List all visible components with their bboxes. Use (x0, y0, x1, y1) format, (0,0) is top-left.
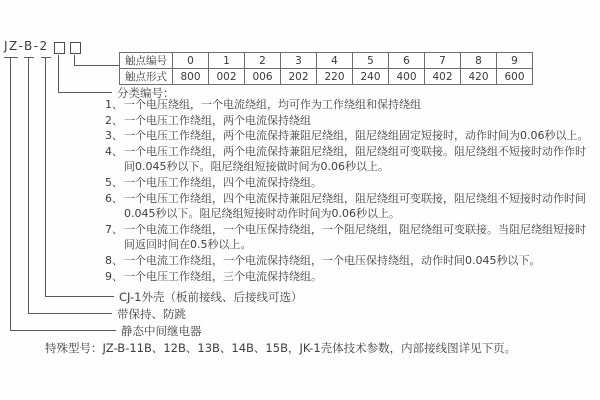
underline-2 (41, 57, 51, 58)
contact-form-cell: 240 (353, 69, 389, 85)
connector-contact-table (74, 65, 119, 66)
contact-form-table (119, 52, 533, 85)
contact-digit-box (70, 42, 81, 54)
classification-item-6 (105, 191, 597, 207)
item-number: 6、 (105, 191, 123, 205)
item-number: 7、 (105, 222, 123, 236)
classification-item-4 (105, 144, 597, 160)
item-number: 2、 (105, 113, 123, 127)
contact-number-cell: 5 (353, 53, 389, 69)
classification-item-9 (105, 269, 597, 285)
row-header-contact-number: 触点编号 (120, 53, 173, 69)
item-number: 9、 (105, 269, 123, 283)
model-code: JZ-B-2 (4, 39, 49, 53)
classification-item-3 (105, 128, 597, 144)
callout-line-case (45, 58, 46, 297)
underline-b (24, 57, 34, 58)
contact-form-cell: 800 (173, 69, 209, 85)
table-row-contact-form (120, 69, 533, 85)
contact-number-cell: 2 (245, 53, 281, 69)
item-number: 3、 (105, 129, 123, 143)
callout-line-classification (58, 55, 59, 93)
contact-number-cell: 9 (497, 53, 533, 69)
contact-number-cell: 3 (281, 53, 317, 69)
classification-digit-box (54, 42, 65, 54)
contact-form-cell: 220 (317, 69, 353, 85)
callout-line-hold (28, 58, 29, 314)
contact-form-cell: 006 (245, 69, 281, 85)
contact-number-cell: 4 (317, 53, 353, 69)
connector-hold (28, 313, 112, 314)
callout-relay-type-label: 静态中间继电器 (121, 324, 202, 338)
contact-form-cell: 600 (497, 69, 533, 85)
item-number: 1、 (105, 98, 123, 111)
item-text: 一个电压工作绕组，两个电流保持兼阻尼绕组，阻尼绕组固定短接时，动作时间为0.06秒以上。 (124, 129, 589, 143)
callout-case-label: CJ-1外壳（板前接线、后接线可选） (119, 290, 303, 304)
contact-number-cell: 7 (425, 53, 461, 69)
contact-form-cell: 002 (209, 69, 245, 85)
contact-number-cell: 8 (461, 53, 497, 69)
contact-number-cell: 1 (209, 53, 245, 69)
contact-number-cell: 6 (389, 53, 425, 69)
underline-jz (4, 57, 18, 58)
classification-item-6-cont: 0.045秒以下。阻尼绕组短接时动作时间为0.06秒以上。 (124, 207, 400, 221)
item-text: 一个电流工作绕组，一个电压保持绕组，一个阻尼绕组，阻尼绕组可变联接。当阻尼绕组短接时 (124, 222, 586, 236)
connector-case (45, 296, 114, 297)
table-row-contact-number (120, 53, 533, 69)
item-text: 一个电压工作绕组，四个电流保持兼阻尼绕组，阻尼绕组可变联接，阻尼绕组不短接时动作时间 (124, 191, 586, 205)
item-number: 8、 (105, 253, 123, 267)
contact-form-cell: 400 (389, 69, 425, 85)
classification-title: 分类编号： (117, 86, 175, 100)
callout-line-relay-type (10, 58, 11, 331)
special-models-note: 特殊型号：JZ-B-11B、12B、13B、14B、15B，JK-1壳体技术参数，内部接线图详见下页。 (45, 341, 517, 355)
item-text: 一个电压工作绕组，两个电流保持绕组 (124, 113, 311, 127)
classification-item-7 (105, 222, 597, 238)
item-text: 一个电压工作绕组，四个电流保持绕组。 (124, 175, 322, 189)
item-number: 4、 (105, 144, 123, 158)
item-number: 5、 (105, 175, 123, 189)
item-text: 一个电压绕组，一个电流绕组，均可作为工作绕组和保持绕组 (124, 98, 421, 111)
classification-list (105, 97, 597, 284)
classification-item-8 (105, 253, 597, 269)
classification-item-1 (105, 97, 597, 113)
classification-item-4-cont: 间0.045秒以下。阻尼绕组短接做时间为0.06秒以上。 (124, 160, 389, 174)
item-text: 一个电流工作绕组，一个电流保持绕组，一个电压保持绕组，动作时间0.045秒以下。 (124, 253, 541, 267)
callout-hold-antipump-label: 带保持、防跳 (117, 307, 186, 321)
contact-number-cell: 0 (173, 53, 209, 69)
contact-form-cell: 402 (425, 69, 461, 85)
classification-item-2 (105, 113, 597, 129)
contact-form-cell: 420 (461, 69, 497, 85)
item-text: 一个电压工作绕组，两个电流保持兼阻尼绕组，阻尼绕组可变联接。阻尼绕组不短接时动作作时 (124, 144, 586, 158)
classification-item-5 (105, 175, 597, 191)
connector-relay-type (10, 330, 116, 331)
classification-item-7-cont: 间返回时间在0.5秒以上。 (124, 238, 252, 252)
row-header-contact-form: 触点形式 (120, 69, 173, 85)
item-text: 一个电压工作绕组，三个电流保持绕组。 (124, 269, 322, 283)
connector-classification (58, 92, 112, 93)
contact-form-cell: 202 (281, 69, 317, 85)
